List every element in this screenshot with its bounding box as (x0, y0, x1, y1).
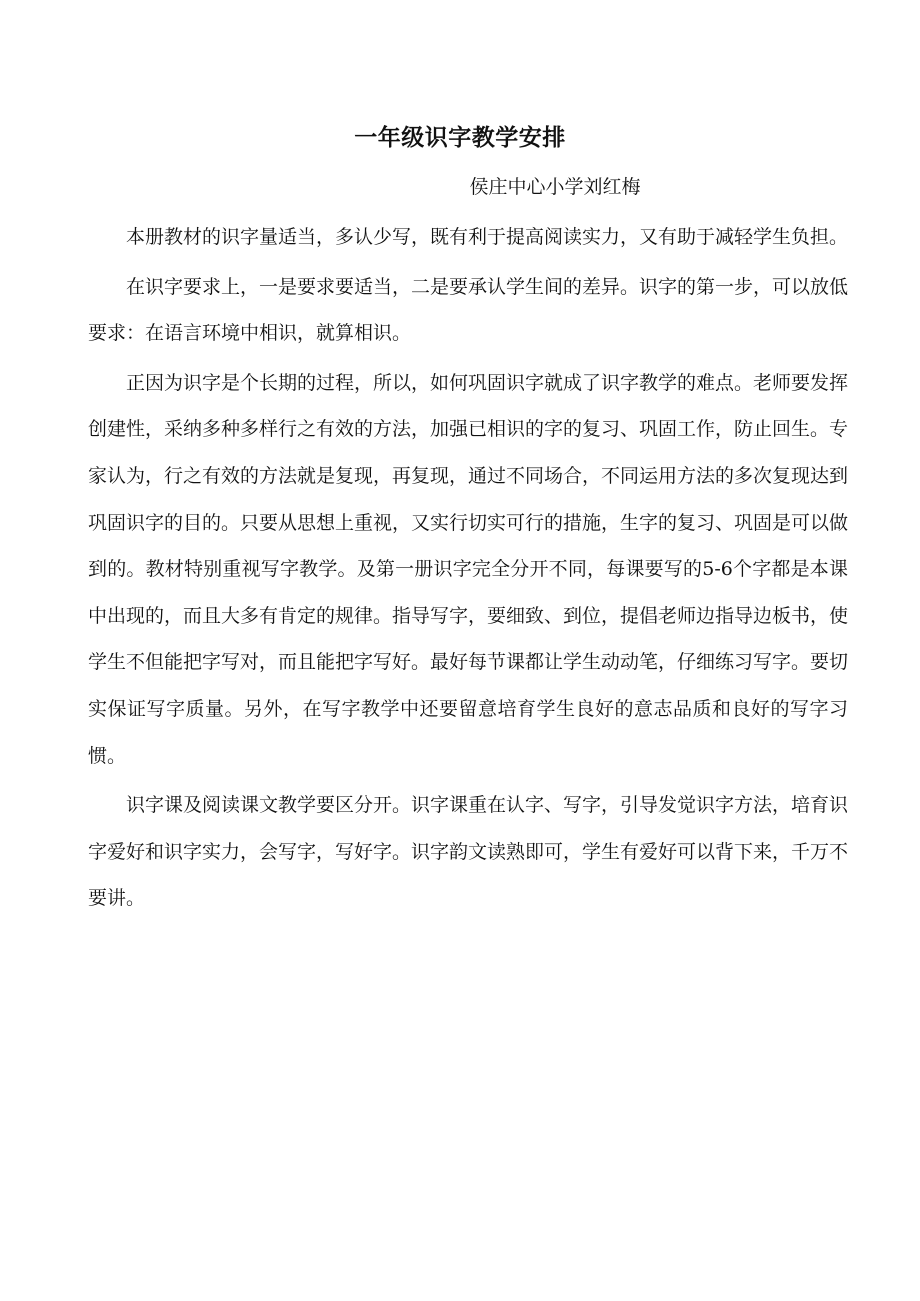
paragraph-2: 在识字要求上，一是要求要适当，二是要承认学生间的差异。识字的第一步，可以放低要求：在语言环境中相识，就算相识。 (88, 275, 849, 345)
paragraph-3: 正因为识字是个长期的过程，所以，如何巩固识字就成了识字教学的难点。老师要发挥创建性，采纳多种多样行之有效的方法，加强已相识的字的复习、巩固工作，防止回生。专家认为，行之有效的方法就是复现，再复现，通过不同场合，不同运用方法的多次复现达到巩固识字的目的。只要从思想上重视，又实行切实可行的措施，生字的复习、巩固是可以做到的。教材特别重视写字教学。及第一册识字完全分开不同，每课要写的5-6个字都是本课中出现的，而且大多有肯定的规律。指导写字，要细致、到位，提倡老师边指导边板书，使学生不但能把字写对，而且能把字写好。最好每节课都让学生动动笔，仔细练习写字。要切实保证写字质量。另外，在写字教学中还要留意培育学生良好的意志品质和良好的写字习惯。 (88, 371, 849, 767)
document-body (88, 214, 848, 925)
document-author: 侯庄中心小学刘红梅 (469, 176, 641, 198)
paragraph-1: 本册教材的识字量适当，多认少写，既有利于提高阅读实力，又有助于减轻学生负担。 (126, 226, 849, 248)
document-title: 一年级识字教学安排 (354, 125, 566, 151)
paragraph-4: 识字课及阅读课文教学要区分开。识字课重在认字、写字，引导发觉识字方法，培育识字爱好和识字实力，会写字，写好字。识字韵文读熟即可，学生有爱好可以背下来，千万不要讲。 (88, 794, 849, 910)
